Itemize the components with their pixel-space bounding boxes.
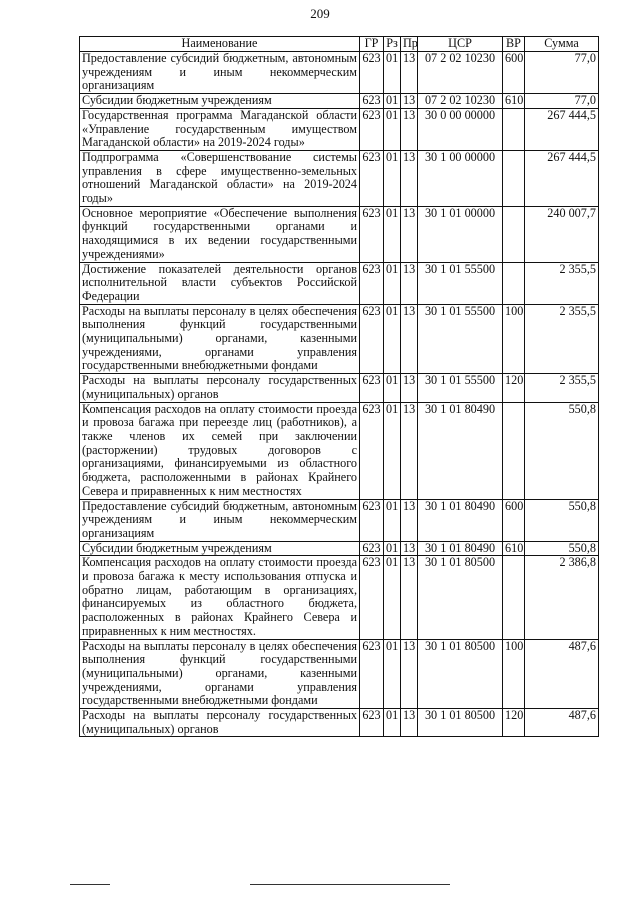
table-row: [80, 206, 599, 262]
table-row: [80, 639, 599, 709]
row-csr: 30 1 01 55500: [418, 304, 503, 374]
row-pr: 13: [401, 541, 418, 556]
row-gr: 623: [360, 639, 384, 709]
row-gr: 623: [360, 262, 384, 304]
row-csr: 30 1 01 80500: [418, 556, 503, 639]
row-vr: [503, 556, 525, 639]
row-pr: 13: [401, 150, 418, 206]
row-rz: 01: [384, 709, 401, 737]
row-pr: 13: [401, 262, 418, 304]
row-sum: 550,8: [525, 402, 599, 499]
row-pr: 13: [401, 374, 418, 402]
table-row: [80, 262, 599, 304]
table-row: [80, 150, 599, 206]
row-rz: 01: [384, 52, 401, 94]
header-pr: Пр: [401, 37, 418, 52]
row-gr: 623: [360, 304, 384, 374]
row-vr: [503, 262, 525, 304]
table-row: [80, 499, 599, 541]
row-sum: 2 355,5: [525, 304, 599, 374]
row-vr: 600: [503, 52, 525, 94]
row-name: Предоставление субсидий бюджетным, автономным учреждениям и иным некоммерческим организациям: [80, 499, 360, 541]
row-gr: 623: [360, 52, 384, 94]
row-csr: 07 2 02 10230: [418, 94, 503, 109]
row-csr: 30 1 01 80490: [418, 402, 503, 499]
row-pr: 13: [401, 499, 418, 541]
row-name: Расходы на выплаты персоналу в целях обеспечения выполнения функций государственными (муниципальными) органами, казенными учреждениями, органами управления государственными внебюджетными фондами: [80, 304, 360, 374]
row-vr: 120: [503, 374, 525, 402]
row-sum: 550,8: [525, 499, 599, 541]
row-sum: 77,0: [525, 94, 599, 109]
row-pr: 13: [401, 94, 418, 109]
row-name: Субсидии бюджетным учреждениям: [80, 541, 360, 556]
row-csr: 30 1 01 80490: [418, 499, 503, 541]
row-name: Основное мероприятие «Обеспечение выполнения функций государственными органами и находящимися в их ведении государственными учреждениями»: [80, 206, 360, 262]
row-csr: 30 0 00 00000: [418, 108, 503, 150]
row-rz: 01: [384, 206, 401, 262]
row-pr: 13: [401, 304, 418, 374]
row-sum: 2 386,8: [525, 556, 599, 639]
header-name: Наименование: [80, 37, 360, 52]
row-sum: 487,6: [525, 639, 599, 709]
table-row: [80, 374, 599, 402]
row-rz: 01: [384, 639, 401, 709]
row-csr: 30 1 01 80500: [418, 709, 503, 737]
row-name: Подпрограмма «Совершенствование системы управления в сфере имущественно-земельных отношений Магаданской области» на 2019-2024 годы»: [80, 150, 360, 206]
row-name: Расходы на выплаты персоналу государственных (муниципальных) органов: [80, 709, 360, 737]
row-name: Расходы на выплаты персоналу государственных (муниципальных) органов: [80, 374, 360, 402]
row-sum: 487,6: [525, 709, 599, 737]
table-row: [80, 94, 599, 109]
row-rz: 01: [384, 94, 401, 109]
row-rz: 01: [384, 556, 401, 639]
row-gr: 623: [360, 94, 384, 109]
row-gr: 623: [360, 402, 384, 499]
table-row: [80, 402, 599, 499]
row-sum: 77,0: [525, 52, 599, 94]
row-vr: [503, 108, 525, 150]
row-sum: 267 444,5: [525, 108, 599, 150]
row-rz: 01: [384, 402, 401, 499]
header-sum: Сумма: [525, 37, 599, 52]
row-gr: 623: [360, 108, 384, 150]
row-rz: 01: [384, 108, 401, 150]
row-gr: 623: [360, 499, 384, 541]
row-name: Субсидии бюджетным учреждениям: [80, 94, 360, 109]
row-gr: 623: [360, 374, 384, 402]
header-csr: ЦСР: [418, 37, 503, 52]
row-gr: 623: [360, 541, 384, 556]
header-rz: Рз: [384, 37, 401, 52]
row-gr: 623: [360, 709, 384, 737]
budget-table: [79, 36, 599, 737]
row-name: Компенсация расходов на оплату стоимости проезда и провоза багажа при переезде лиц (работников), а также членов их семей при заключении (расторжении) трудовых договоров с организациями, финансируемыми из областного бюджета, расположенными в районах Крайнего Севера и приравненных к ним местностях: [80, 402, 360, 499]
row-vr: 100: [503, 304, 525, 374]
row-csr: 30 1 01 55500: [418, 262, 503, 304]
table-row: [80, 709, 599, 737]
row-rz: 01: [384, 262, 401, 304]
row-pr: 13: [401, 709, 418, 737]
row-pr: 13: [401, 108, 418, 150]
table-row: [80, 52, 599, 94]
row-pr: 13: [401, 556, 418, 639]
row-pr: 13: [401, 52, 418, 94]
table-header-row: [80, 37, 599, 52]
row-name: Расходы на выплаты персоналу в целях обеспечения выполнения функций государственными (муниципальными) органами, казенными учреждениями, органами управления государственными внебюджетными фондами: [80, 639, 360, 709]
footer-rule-right: [250, 884, 450, 885]
row-rz: 01: [384, 499, 401, 541]
table-row: [80, 541, 599, 556]
row-name: Предоставление субсидий бюджетным, автономным учреждениям и иным некоммерческим организациям: [80, 52, 360, 94]
row-gr: 623: [360, 556, 384, 639]
row-gr: 623: [360, 206, 384, 262]
row-rz: 01: [384, 541, 401, 556]
row-rz: 01: [384, 304, 401, 374]
row-csr: 30 1 01 80500: [418, 639, 503, 709]
row-pr: 13: [401, 402, 418, 499]
page-number: 209: [310, 6, 330, 21]
row-pr: 13: [401, 206, 418, 262]
row-csr: 30 1 01 00000: [418, 206, 503, 262]
row-name: Компенсация расходов на оплату стоимости проезда и провоза багажа к месту использования отпуска и обратно лицам, работающим в организациях, финансируемых из областного бюджета, расположенных в районах Крайнего Севера и приравненных к ним местностях.: [80, 556, 360, 639]
row-vr: [503, 206, 525, 262]
row-pr: 13: [401, 639, 418, 709]
row-vr: 600: [503, 499, 525, 541]
table-row: [80, 304, 599, 374]
table-row: [80, 556, 599, 639]
row-gr: 623: [360, 150, 384, 206]
row-csr: 30 1 01 55500: [418, 374, 503, 402]
row-vr: [503, 150, 525, 206]
row-sum: 267 444,5: [525, 150, 599, 206]
row-vr: 610: [503, 541, 525, 556]
row-csr: 30 1 01 80490: [418, 541, 503, 556]
row-name: Достижение показателей деятельности органов исполнительной власти субъектов Российской Федерации: [80, 262, 360, 304]
row-rz: 01: [384, 374, 401, 402]
row-sum: 550,8: [525, 541, 599, 556]
row-sum: 240 007,7: [525, 206, 599, 262]
row-vr: 100: [503, 639, 525, 709]
row-csr: 30 1 00 00000: [418, 150, 503, 206]
row-csr: 07 2 02 10230: [418, 52, 503, 94]
row-rz: 01: [384, 150, 401, 206]
row-sum: 2 355,5: [525, 374, 599, 402]
row-name: Государственная программа Магаданской области «Управление государственным имуществом Магаданской области» на 2019-2024 годы»: [80, 108, 360, 150]
row-sum: 2 355,5: [525, 262, 599, 304]
row-vr: 120: [503, 709, 525, 737]
row-vr: [503, 402, 525, 499]
footer-rule-left: [70, 884, 110, 885]
header-vr: ВР: [503, 37, 525, 52]
header-gr: ГР: [360, 37, 384, 52]
table-row: [80, 108, 599, 150]
row-vr: 610: [503, 94, 525, 109]
